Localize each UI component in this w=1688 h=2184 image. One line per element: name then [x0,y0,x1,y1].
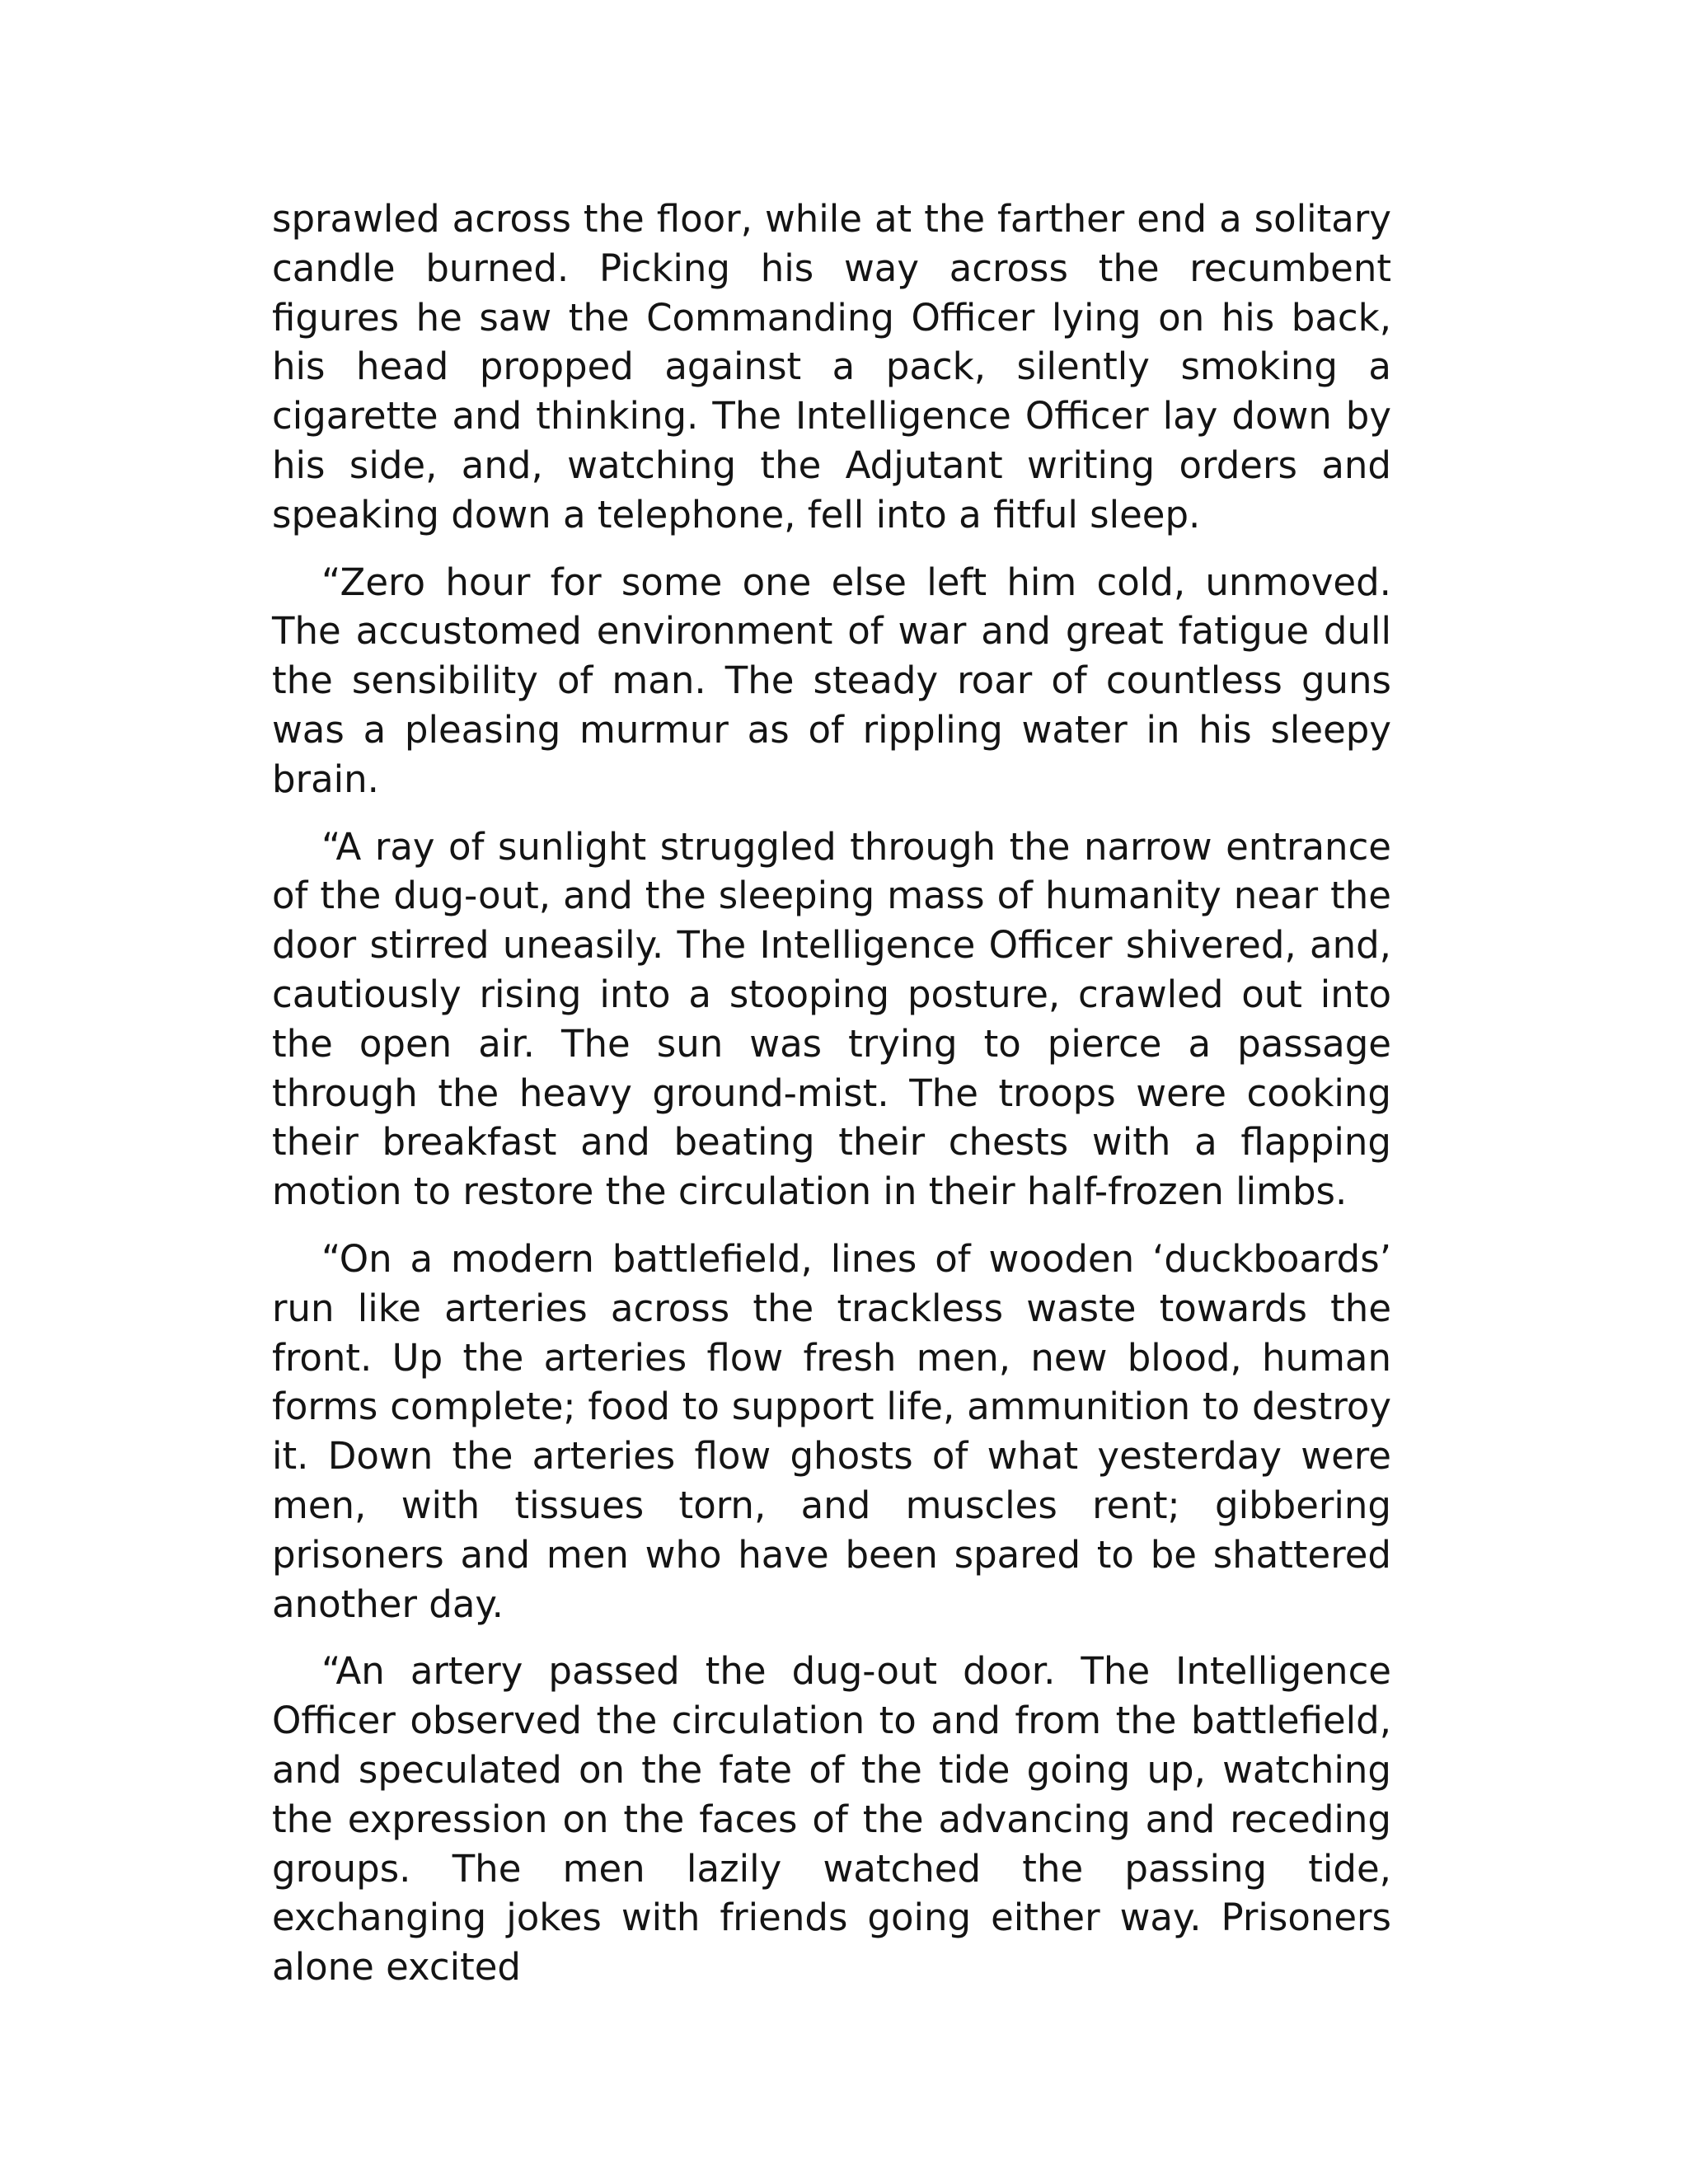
paragraph-zero-hour: “Zero hour for some one else left him cold, unmoved. The accustomed environment of war and great fatigue dull the sensibility of man. The steady roar of countless guns was a pleasing murmur as of rippling water in his sleepy brain. [272,560,1391,801]
body-text [272,194,1391,1992]
paragraph-continuation: sprawled across the floor, while at the farther end a solitary candle burned. Picking his way across the recumbent figures he saw the Commanding Officer lying on his back, his head propped against a pack, silently smoking a cigarette and thinking. The Intelligence Officer lay down by his side, and, watching the Adjutant writing orders and speaking down a telephone, fell into a fitful sleep. [272,197,1391,537]
paragraph-sunlight: “A ray of sunlight struggled through the narrow entrance of the dug-out, and the sleeping mass of humanity near the door stirred uneasily. The Intelligence Officer shivered, and, cautiously rising into a stooping posture, crawled out into the open air. The sun was trying to pierce a passage through the heavy ground-mist. The troops were cooking their breakfast and beating their chests with a flapping motion to restore the circulation in their half-frozen limbs. [272,824,1391,1214]
paragraph-battlefield: “On a modern battlefield, lines of wooden ‘duckboards’ run like arteries across the trackless waste towards the front. Up the arteries flow fresh men, new blood, human forms complete; food to support life, ammunition to destroy it. Down the arteries flow ghosts of what yesterday were men, with tissues torn, and muscles rent; gibbering prisoners and men who have been spared to be shattered another day. [272,1236,1391,1626]
paragraph-artery: “An artery passed the dug-out door. The Intelligence Officer observed the circulation to and from the battlefield, and speculated on the fate of the tide going up, watching the expression on the faces of the advancing and receding groups. The men lazily watched the passing tide, exchanging jokes with friends going either way. Prisoners alone excited [272,1649,1391,1990]
